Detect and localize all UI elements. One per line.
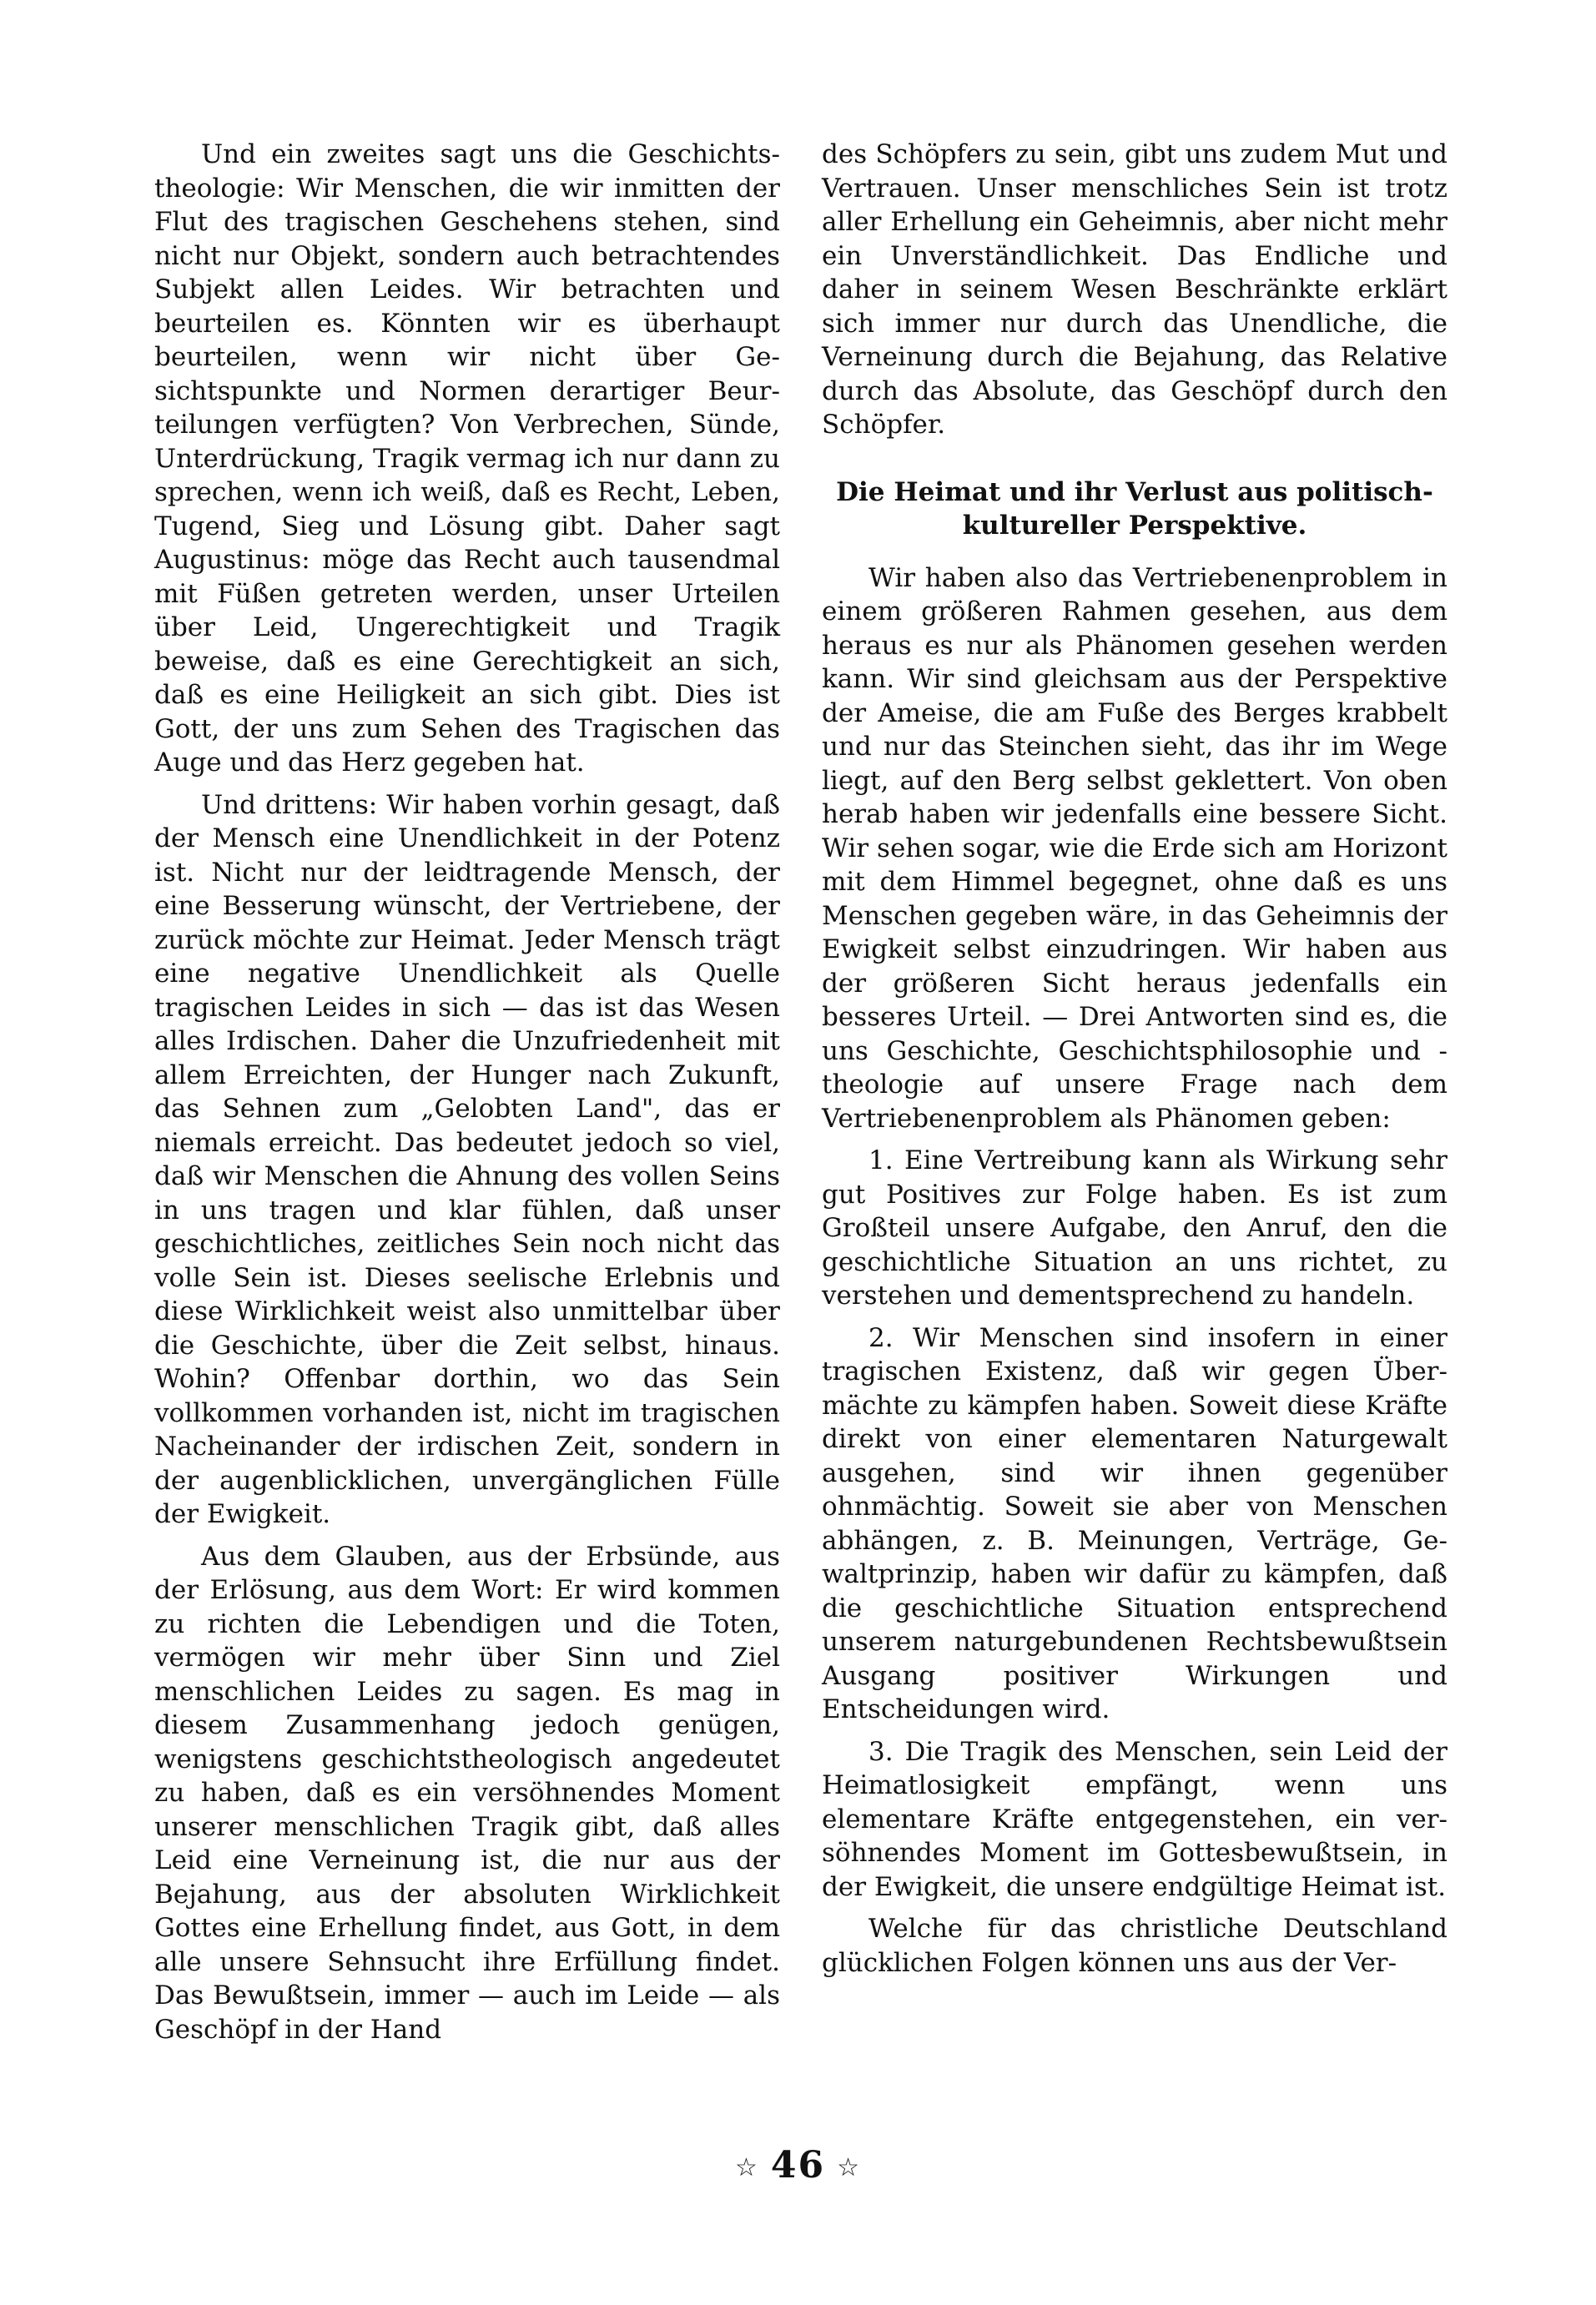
list-item-1: 1. Eine Vertreibung kann als Wirkung sehr gut Positives zur Folge haben. Es ist zum Großteil unsere Aufgabe, den Anruf, den die geschichtliche Situation an uns richtet, zu verstehen und dementsprechend zu handeln. <box>822 1145 1447 1311</box>
star-ornament-right: ☆ <box>837 2153 862 2182</box>
section-heading-line-1: Die Heimat und ihr Verlust aus politisch- <box>836 476 1433 507</box>
section-heading-line-2: kultureller Perspektive. <box>962 511 1307 541</box>
section-heading <box>822 476 1447 543</box>
paragraph-drittens: Und drittens: Wir haben vorhin gesagt, daß der Mensch eine Unendlichkeit in der Potenz ist. Nicht nur der leidtragende Mensch, der eine Besserung wünscht, der Vertriebene, der zurück möchte zur Heimat. Jeder Mensch trägt eine negative Unendlichkeit als Quelle tragischen Leides in sich — das ist das Wesen alles Irdischen. Daher die Unzufriedenheit mit allem Erreichten, der Hunger nach Zukunft, das Sehnen zum „Gelobten Land", das er niemals erreicht. Das bedeutet jedoch so viel, daß wir Menschen die Ahnung des vollen Seins in uns tragen und klar fühlen, daß unser geschichtliches, zeitliches Sein noch nicht das volle Sein ist. Dieses seelische Erlebnis und diese Wirklichkeit weist also unmittelbar über die Geschichte, über die Zeit selbst, hinaus. Wohin? Offenbar dorthin, wo das Sein vollkommen vorhanden ist, nicht im tragischen Nacheinander der irdischen Zeit, sondern in der augenblicklichen, unvergänglichen Fülle der Ewigkeit. <box>154 789 780 1529</box>
list-item-3: 3. Die Tragik des Menschen, sein Leid der Heimatlosigkeit empfängt, wenn uns elementare Kräfte entgegenstehen, ein versöhnendes Moment im Gottesbewußtsein, in der Ewigkeit, die unsere endgültige Heimat ist. <box>822 1736 1447 1902</box>
paragraph-vertriebenenproblem: Wir haben also das Vertriebenenproblem in einem größeren Rahmen gesehen, aus dem heraus es nur als Phänomen gesehen werden kann. Wir sind gleichsam aus der Perspektive der Ameise, die am Fuße des Berges krabbelt und nur das Steinchen sieht, das ihr im Wege liegt, auf den Berg selbst geklettert. Von oben herab haben wir jedenfalls eine bessere Sicht. Wir sehen sogar, wie die Erde sich am Horizont mit dem Himmel begegnet, ohne daß es uns Menschen gegeben wäre, in das Geheimnis der Ewigkeit selbst einzudringen. Wir haben aus der größeren Sicht heraus jedenfalls ein besseres Urteil. — Drei Antworten sind es, die uns Geschichte, Geschichtsphilosophie und -theologie auf unsere Frage nach dem Vertriebenenproblem als Phänomen geben: <box>822 562 1447 1134</box>
paragraph-continuation: des Schöpfers zu sein, gibt uns zudem Mut und Vertrauen. Unser menschliches Sein ist trotz aller Erhellung ein Geheimnis, aber nicht mehr ein Unverständlichkeit. Das Endliche und daher in seinem Wesen Beschränkte erklärt sich immer nur durch das Unendliche, die Verneinung durch die Bejahung, das Relative durch das Absolute, das Geschöpf durch den Schöpfer. <box>822 139 1447 440</box>
left-column <box>154 138 780 2055</box>
paragraph-glauben: Aus dem Glauben, aus der Erbsünde, aus der Erlösung, aus dem Wort: Er wird kommen zu richten die Lebendigen und die Toten, vermögen wir mehr über Sinn und Ziel menschlichen Leides zu sagen. Es mag in diesem Zusammenhang jedoch genügen, wenigstens geschichtstheologisch angedeutet zu haben, daß es ein versöhnendes Moment unserer menschlichen Tragik gibt, daß alles Leid eine Verneinung ist, die nur aus der Bejahung, aus der absoluten Wirklichkeit Gottes eine Erhellung findet, aus Gott, in dem alle unsere Sehnsucht ihre Erfüllung findet. Das Bewußtsein, immer — auch im Leide — als Geschöpf in der Hand <box>154 1541 780 2045</box>
right-column <box>822 138 1447 1988</box>
page-number: 46 <box>770 2144 826 2187</box>
paragraph-deutschland: Welche für das christliche Deutschland glücklichen Folgen können uns aus der Ver- <box>822 1914 1447 1978</box>
paragraph-geschichtstheologie: Und ein zweites sagt uns die Geschichtstheologie: Wir Menschen, die wir inmitten der Flut des tragischen Geschehens stehen, sind nicht nur Objekt, sondern auch betrachtendes Subjekt allen Leides. Wir betrachten und beurteilen es. Könnten wir es überhaupt beurteilen, wenn wir nicht über Gesichtspunkte und Normen derartiger Beurteilungen verfügten? Von Verbrechen, Sünde, Unterdrückung, Tragik vermag ich nur dann zu sprechen, wenn ich weiß, daß es Recht, Leben, Tugend, Sieg und Lösung gibt. Daher sagt Augustinus: möge das Recht auch tausendmal mit Füßen getreten werden, unser Urteilen über Leid, Ungerechtigkeit und Tragik beweise, daß es eine Gerechtigkeit an sich, daß es eine Heiligkeit an sich gibt. Dies ist Gott, der uns zum Sehen des Tragischen das Auge und das Herz gegeben hat. <box>154 139 780 778</box>
list-item-2: 2. Wir Menschen sind insofern in einer tragischen Existenz, daß wir gegen Übermächte zu kämpfen haben. Soweit diese Kräfte direkt von einer elementaren Naturgewalt ausgehen, sind wir ihnen gegenüber ohnmächtig. Soweit sie aber von Menschen abhängen, z. B. Meinungen, Verträge, Gewaltprinzip, haben wir dafür zu kämpfen, daß die geschichtliche Situation entsprechend unserem naturgebundenen Rechtsbewußtsein Ausgang positiver Wirkungen und Entscheidungen wird. <box>822 1322 1447 1724</box>
star-ornament-left: ☆ <box>734 2153 759 2182</box>
page-footer <box>0 2144 1596 2187</box>
